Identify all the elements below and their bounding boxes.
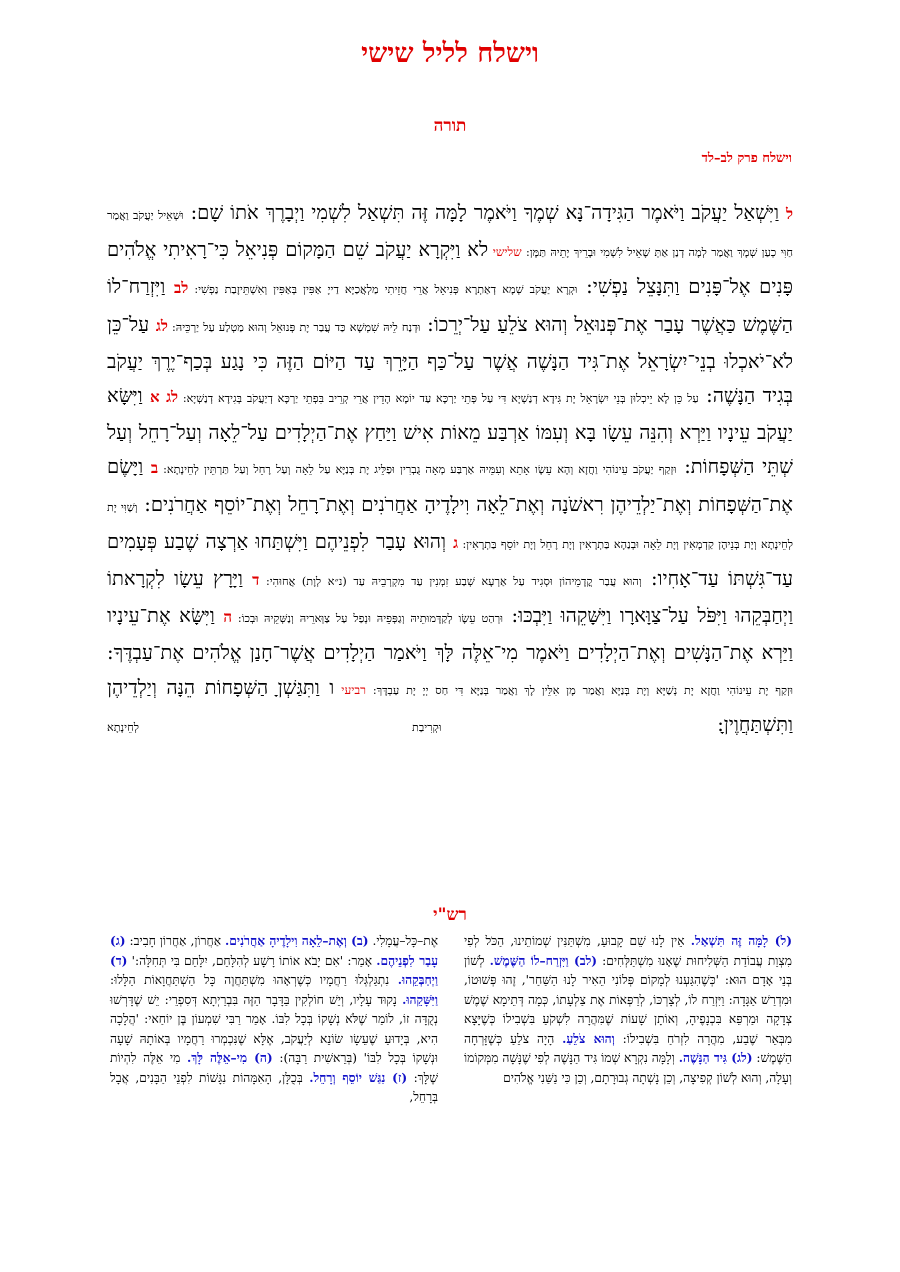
torah-verse-text: וַיִּשְׁאַל יַעֲקֹב וַיֹּאמֶר הַגִּידָה־נָּא שְׁמֶךָ וַיֹּאמֶר לָמָּה זֶּה תִּשְׁאַל לִשְׁמִי וַיְבָרֶךְ אֹתוֹ שָׁם:	[183, 201, 786, 224]
rashi-verse-number: (ד)	[110, 953, 128, 968]
torah-verse-text: וַיִּשָּׂא יַעֲקֹב עֵינָיו וַיַּרְא וְהִנֵּה עֵשָׂו בָּא וְעִמּוֹ אַרְבַּע מֵאוֹת אִישׁ וַיַּחַץ אֶת־הַיְלָדִים עַל־לֵאָה וְעַל־רָחֵל וְעַל שְׁתֵּי הַשְּׁפָחוֹת:	[107, 384, 793, 479]
rashi-commentary-text: הָיָה צֹלֵעַ כְּשֶׁזָּרְחָה הַשֶּׁמֶשׁ:	[464, 1031, 792, 1065]
rashi-commentary-text: נָקוּד עָלָיו, וְיֵשׁ חוֹלְקִין בַּדָּבָר הַזֶּה בִּבְרַיְתָא דְּסִפְרֵי: יֵשׁ שֶׁדָּרְשׁוּ נְקֻדָּה זוֹ, לוֹמַר שֶׁלֹּא נְשָׁקוֹ בְּכָל לִבּוֹ. אָמַר רַבִּי שִׁמְעוֹן בֶּן יוֹחַאי: 'הֲלָכָה הִיא, בְּיָדוּעַ שֶׁעֵשָׂו שׂוֹנֵא לְיַעֲקֹב, אֶלָּא שֶׁנִּכְמְרוּ רַחֲמָיו בְּאוֹתָהּ שָׁעָה וּנְשָׁקוֹ בְּכָל לִבּוֹ' (בְּרֵאשִׁית רַבָּה):	[110, 992, 438, 1065]
targum-text: וּקְרִיבַת לְחֵינָתָא	[107, 720, 442, 734]
rashi-commentary-text: אֵין לָנוּ שֵׁם קָבוּעַ, מִשְׁתַּנִּין שְׁמוֹתֵינוּ, הַכֹּל לְפִי מִצְוַת עֲבוֹדַת הַשְּׁלִיחוּת שֶׁאָנוּ מִשְׁתַּלְּחִים:	[464, 934, 792, 968]
rashi-dibbur-hamatchil: וְאֶת–לֵאָה וִילָדֶיהָ אַחֲרֹנִים.	[225, 934, 347, 948]
targum-text: וּדְנַח לֵיהּ שִׁמְשָׁא כַּד עֲבַר יָת פְּנוּאֵל וְהוּא מַטְלַע עַל יַרְכֵּיהּ:	[167, 320, 421, 334]
targum-text: וְשַׁוִּי יָת לְחֵינָתָא וְיָת בְּנֵיהֶן קַדְמָאִין וְיָת לֵאָה וּבְנַהָא בַּתְרָאִין וְיָת רָחֵל וְיָת יוֹסֵף בַּתְרָאִין:	[107, 500, 793, 551]
torah-verse-text: עַל־כֵּן לֹא־יֹאכְלוּ בְנֵי־יִשְׂרָאֵל אֶת־גִּיד הַנָּשֶׁה אֲשֶׁר עַל־כַּף הַיָּרֵךְ עַד הַיּוֹם הַזֶּה כִּי נָגַע בְּכַף־יֶרֶךְ יַעֲקֹב בְּגִיד הַנָּשֶׁה:	[107, 312, 794, 408]
rashi-dibbur-hamatchil: לָמָּה זֶּה תִּשְׁאַל.	[690, 934, 769, 948]
aliyah-marker: רביעי	[334, 682, 367, 697]
verse-number: לג	[155, 316, 168, 335]
torah-verse-text: וַיִּזְרַח־לוֹ הַשֶּׁמֶשׁ כַּאֲשֶׁר עָבַר אֶת־פְּנוּאֵל וְהוּא צֹלֵעַ עַל־יְרֵכוֹ:	[107, 275, 794, 336]
rashi-commentary-text: בְּכֻלָּן, הָאִמָּהוֹת נִגָּשׁוֹת לִפְנֵי הַבָּנִים, אֲבָל בְּרָחֵל,	[110, 1070, 438, 1104]
rashi-dibbur-hamatchil: נִגַּשׁ יוֹסֵף וְרָחֵל.	[309, 1070, 386, 1085]
rashi-heading: רש"י	[433, 905, 467, 925]
rashi-column-left	[110, 932, 438, 1108]
rashi-commentary-text: לְשׁוֹן בְּנֵי אָדָם הוּא: 'כְּשֶׁהִגַּעְנוּ לְמָקוֹם פְּלוֹנִי הֵאִיר לָנוּ הַשַּׁחַר', זֶהוּ פְּשׁוּטוֹ, וּמִדְרַשׁ אַגָּדָה: וַיִּזְרַח לוֹ, לְצָרְכּוֹ, לְרַפְּאוֹת אֶת צַלְעָתוֹ, כְּמָה דְּתֵימָא שֶׁמֶשׁ צְדָקָה וּמַרְפֵּא בִּכְנָפֶיהָ, וְאוֹתָן שָׁעוֹת שֶׁמִּהֲרָה לִשְׁקֹעַ בִּשְׁבִילוֹ כְּשֶׁיָּצָא מִבְּאֵר שֶׁבַע, מִהֲרָה לִזְרֹחַ בִּשְׁבִילוֹ:	[464, 953, 793, 1046]
page-title: וישלח לליל שישי	[361, 38, 539, 69]
torah-verse-text: וְהוּא עָבַר לִפְנֵיהֶם וַיִּשְׁתַּחוּ אַרְצָה שֶׁבַע פְּעָמִים עַד־גִּשְׁתּוֹ עַד־אָחִיו:	[107, 529, 793, 591]
targum-text: וּזְקַף יַעֲקֹב עֵינוֹהִי וַחֲזָא וְהָא עֵשָׂו אָתֵא וְעִמֵּיהּ אַרְבַּע מְאָה גֻבְרִין וּפַלֵּיג יָת בְּנַיָּא עַל לֵאָה וְעַל רָחֵל וְעַל תַּרְתֵּין לְחֵינָתָא:	[158, 463, 677, 477]
rashi-dibbur-hamatchil: וַיְחַבְּקֵהוּ.	[397, 973, 438, 987]
targum-text: עַל כֵּן לָא יֵיכְלוּן בְּנֵי יִשְׂרָאֵל יָת גִּידָא דְנַשְׁיָא דִּי עַל פְּתֵי יַרְכָּא עַד יוֹמָא הָדֵין אֲרֵי קְרֵיב בִּפְתֵי יַרְכָּא דְיַעֲקֹב בְּגִידָא דְנַשְׁיָא:	[178, 392, 699, 406]
torah-verse-text: וַיָּרָץ עֵשָׂו לִקְרָאתוֹ וַיְחַבְּקֵהוּ וַיִּפֹּל עַל־צַוָּארָו וַיִּשָּׁקֵהוּ וַיִּבְכּוּ:	[107, 567, 793, 628]
verse-number: ל	[785, 205, 793, 223]
rashi-verse-number: (ז)	[385, 1070, 408, 1085]
torah-text-block	[107, 196, 793, 745]
torah-verse-text: ו וַתִּגַּשְׁןָ הַשְּׁפָחוֹת הֵנָּה וְיַלְדֵיהֶן וַתִּשְׁתַּחֲוֶיןָ:	[107, 675, 793, 736]
torah-verse-text: וַיִּשָּׂא אֶת־עֵינָיו וַיַּרְא אֶת־הַנָּשִׁים וְאֶת־הַיְלָדִים וַיֹּאמֶר מִי־אֵלֶּה לָּךְ וַיֹּאמַר הַיְלָדִים אֲשֶׁר־חָנַן אֱלֹהִים אֶת־עַבְדֶּךָ:	[107, 604, 793, 665]
targum-text: וּרְהַט עֵשָׂו לְקַדָּמוּתֵיהּ וְגַפְּפֵיהּ וּנְפַל עַל צַוְּארֵיהּ וְנַשְּׁקֵיהּ וּבְכוֹ:	[231, 612, 504, 626]
torah-verse-text: וַיָּשֶׂם אֶת־הַשְּׁפָחוֹת וְאֶת־יַלְדֵיהֶן רִאשֹׁנָה וְאֶת־לֵאָה וִילָדֶיהָ אַחֲרֹנִים וְאֶת־רָחֵל וְאֶת־יוֹסֵף אַחֲרֹנִים:	[107, 455, 793, 516]
rashi-commentary-text: אַחֲרוֹן, אַחֲרוֹן חָבִיב:	[125, 934, 226, 948]
rashi-dibbur-hamatchil: וַיִּשָּׁקֵהוּ.	[402, 992, 438, 1007]
rashi-commentary-text: וְלָמָּה נִקְרָא שְׁמוֹ גִּיד הַנָּשֶׁה לְפִי שֶׁנָּשָׁה מִמְּקוֹמוֹ וְעָלָה, וְהוּא לְשׁוֹן קְפִיצָה, וְכֵן נָשְׁתָה גְבוּרָתָם, וְכֵן כִּי נַשַּׁנִי אֱלֹהִים	[464, 1051, 792, 1085]
verse-number: ב	[150, 459, 159, 478]
rashi-verse-number: (ג)	[110, 934, 126, 948]
rashi-column-right	[464, 932, 792, 1088]
verse-number: לב	[173, 279, 189, 298]
targum-text: וּזְקַף יָת עֵינוֹהִי וַחֲזָא יָת נְשַׁיָּא וְיָת בְּנַיָּא וַאֲמַר מָן אִלֵּין לָךְ וַאֲמַר בְּנַיָּא דִּי חַס יְיָ יָת עַבְדָּךְ:	[366, 683, 794, 697]
rashi-verse-number: (ל)	[768, 934, 793, 948]
verse-number: ג	[453, 533, 459, 552]
rashi-commentary-text: אֶת–כָּל–עֲמָלִי.	[368, 934, 439, 948]
rashi-dibbur-hamatchil: גִּיד הַנָּשֶׁה.	[678, 1051, 727, 1065]
rashi-dibbur-hamatchil: עָבַר לִפְנֵיהֶם.	[376, 953, 438, 968]
rashi-verse-number: (ה)	[247, 1051, 273, 1065]
rashi-dibbur-hamatchil: וְהוּא צֹלֵעַ.	[562, 1031, 615, 1046]
aliyah-marker: שלישי	[488, 245, 522, 260]
rashi-verse-number: (לג)	[726, 1051, 753, 1065]
rashi-verse-number: (ב)	[346, 934, 369, 948]
rashi-verse-number: (לב)	[568, 953, 598, 968]
rashi-commentary-text: אָמַר: 'אִם יָבֹא אוֹתוֹ רָשָׁע לְהִלָּחֵם, יִלָּחֵם בִּי תְּחִלָּה:'	[127, 953, 377, 968]
targum-text: וּשְׁאֵיל יַעֲקֹב וַאֲמַר חַוִּי כְעַן שְׁמָךְ וַאֲמַר לְמָה דְנַן אַתְּ שָׁאֵיל לִשְׁמִי וּבָרֵיךְ יָתֵיהּ תַּמָּן:	[107, 209, 793, 260]
torah-verse-text: לא וַיִּקְרָא יַעֲקֹב שֵׁם הַמָּקוֹם פְּנִיאֵל כִּי־רָאִיתִי אֱלֹהִים פָּנִים אֶל־פָּנִים וַתִּנָּצֵל נַפְשִׁי:	[107, 238, 793, 299]
perek-reference: וישלח פרק לב–לד	[701, 151, 792, 166]
verse-number: לג א	[150, 388, 179, 407]
rashi-dibbur-hamatchil: וַיִּזְרַח–לוֹ הַשֶּׁמֶשׁ.	[489, 953, 569, 968]
rashi-commentary-text: מִי אֵלֶּה לִהְיוֹת שֶׁלָּךְ:	[110, 1051, 438, 1085]
targum-text: וּקְרָא יַעֲקֹב שְׁמָא דְאַתְרָא פְּנִיאֵל אֲרֵי חֲזֵיתִי מַלְאֲכַיָּא דַייָ אַפִּין בְּאַפִּין וְאִשְׁתֵּיזָבַת נַפְשִׁי:	[188, 283, 578, 297]
rashi-dibbur-hamatchil: מִי–אֵלֶּה לָּךְ.	[187, 1051, 248, 1065]
targum-text: וְהוּא עֲבַר קֳדָמֵיהוֹן וּסְגִיד עַל אַרְעָא שְׁבַע זִמְנִין עַד מִקְרְבֵיהּ עַד (נ״א לְוָת) אֲחוּהִי:	[259, 575, 642, 589]
torah-heading: תורה	[433, 116, 467, 136]
rashi-commentary-text: נִתְגַּלְגְּלוּ רַחֲמָיו כְּשֶׁרְאָהוּ מִשְׁתַּחֲוֶה כָּל הַשְׁתַּחֲוָאוֹת הַלָּלוּ:	[110, 973, 398, 987]
verse-number: ה	[223, 608, 232, 627]
verse-number: ד	[252, 571, 260, 590]
